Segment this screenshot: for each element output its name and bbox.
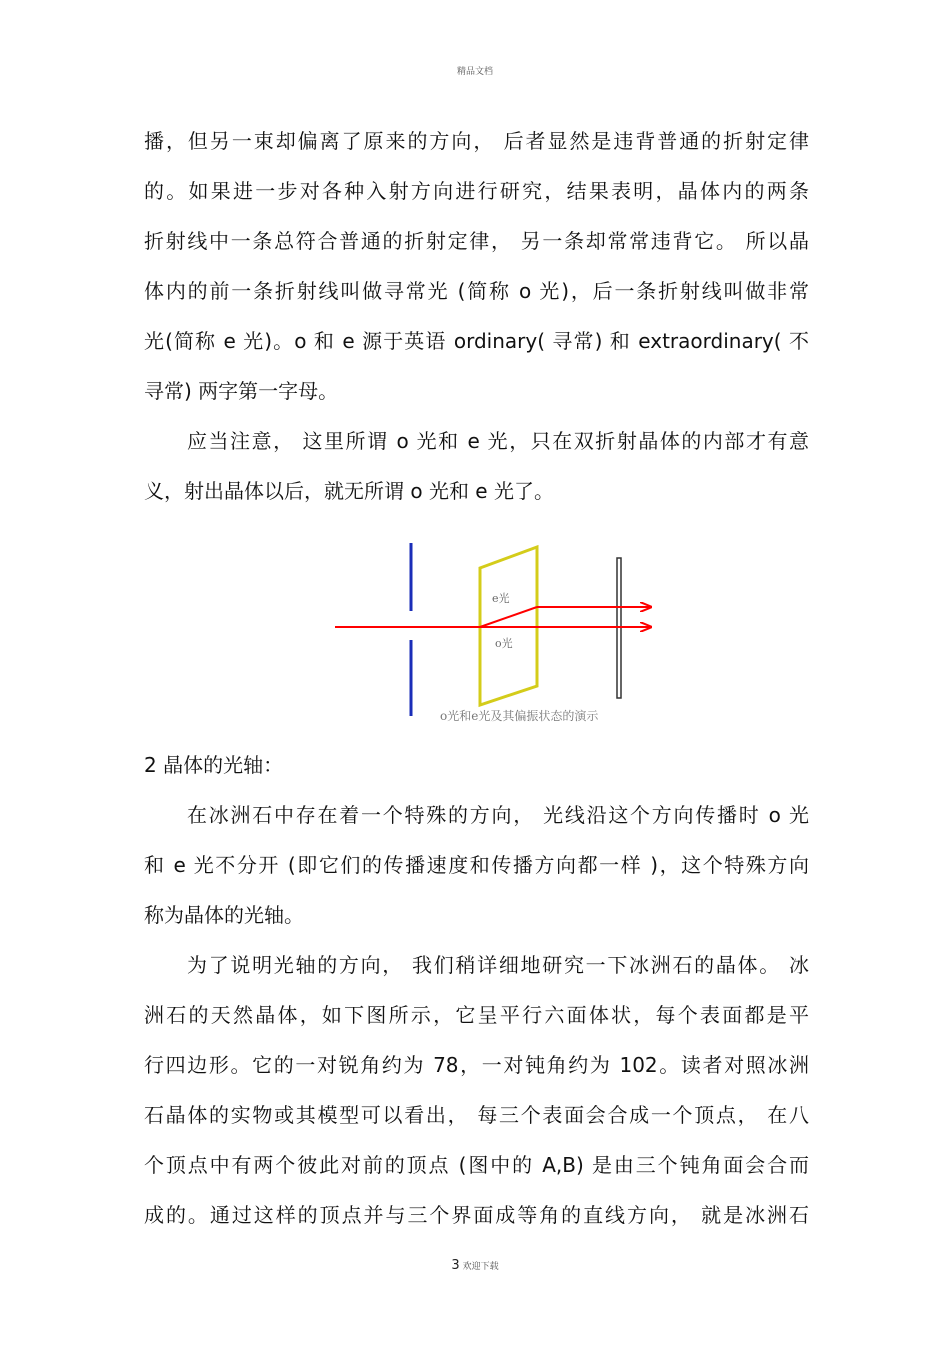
o-ray-label: o光 — [495, 637, 513, 650]
text-line: 体内的前一条折射线叫做寻常光 (简称 o 光)，后一条折射线叫做非常 — [144, 279, 809, 303]
text-line: 个顶点中有两个彼此对前的顶点 (图中的 A,B) 是由三个钝角面会合而 — [144, 1153, 809, 1177]
text-line: 折射线中一条总符合普通的折射定律， 另一条却常常违背它。 所以晶 — [144, 229, 809, 253]
page-header: 精品文档 — [456, 67, 493, 77]
birefringence-figure — [325, 538, 665, 728]
text-line: 播，但另一束却偏离了原来的方向， 后者显然是违背普通的折射定律 — [144, 129, 809, 153]
figure-caption: o光和e光及其偏振状态的演示 — [440, 709, 599, 723]
page-footer — [0, 1258, 950, 1273]
text-line: 义，射出晶体以后，就无所谓 o 光和 e 光了。 — [144, 479, 554, 503]
page-number: 3 — [451, 1258, 460, 1273]
text-line: 在冰洲石中存在着一个特殊的方向， 光线沿这个方向传播时 o 光 — [187, 803, 809, 827]
text-line: 的。如果进一步对各种入射方向进行研究，结果表明，晶体内的两条 — [144, 179, 809, 203]
section-heading: 2 晶体的光轴： — [144, 753, 284, 777]
text-line: 洲石的天然晶体，如下图所示，它呈平行六面体状，每个表面都是平 — [144, 1003, 809, 1027]
footer-text: 欢迎下载 — [462, 1262, 499, 1272]
text-line: 为了说明光轴的方向， 我们稍详细地研究一下冰洲石的晶体。 冰 — [187, 953, 809, 977]
text-line: 和 e 光不分开 (即它们的传播速度和传播方向都一样 )，这个特殊方向 — [144, 853, 809, 877]
text-line: 应当注意， 这里所谓 o 光和 e 光，只在双折射晶体的内部才有意 — [187, 429, 809, 453]
e-ray-inside — [480, 607, 537, 627]
text-line: 称为晶体的光轴。 — [144, 903, 304, 927]
e-ray-label: e光 — [492, 592, 510, 605]
text-line: 成的。通过这样的顶点并与三个界面成等角的直线方向， 就是冰洲石 — [144, 1203, 809, 1227]
text-line: 光(简称 e 光)。o 和 e 源于英语 ordinary( 寻常) 和 extraordinary( 不 — [144, 329, 809, 353]
text-line: 寻常) 两字第一字母。 — [144, 379, 339, 403]
text-line: 石晶体的实物或其模型可以看出， 每三个表面会合成一个顶点， 在八 — [144, 1103, 809, 1127]
text-line: 行四边形。它的一对锐角约为 78，一对钝角约为 102。读者对照冰洲 — [144, 1053, 809, 1077]
